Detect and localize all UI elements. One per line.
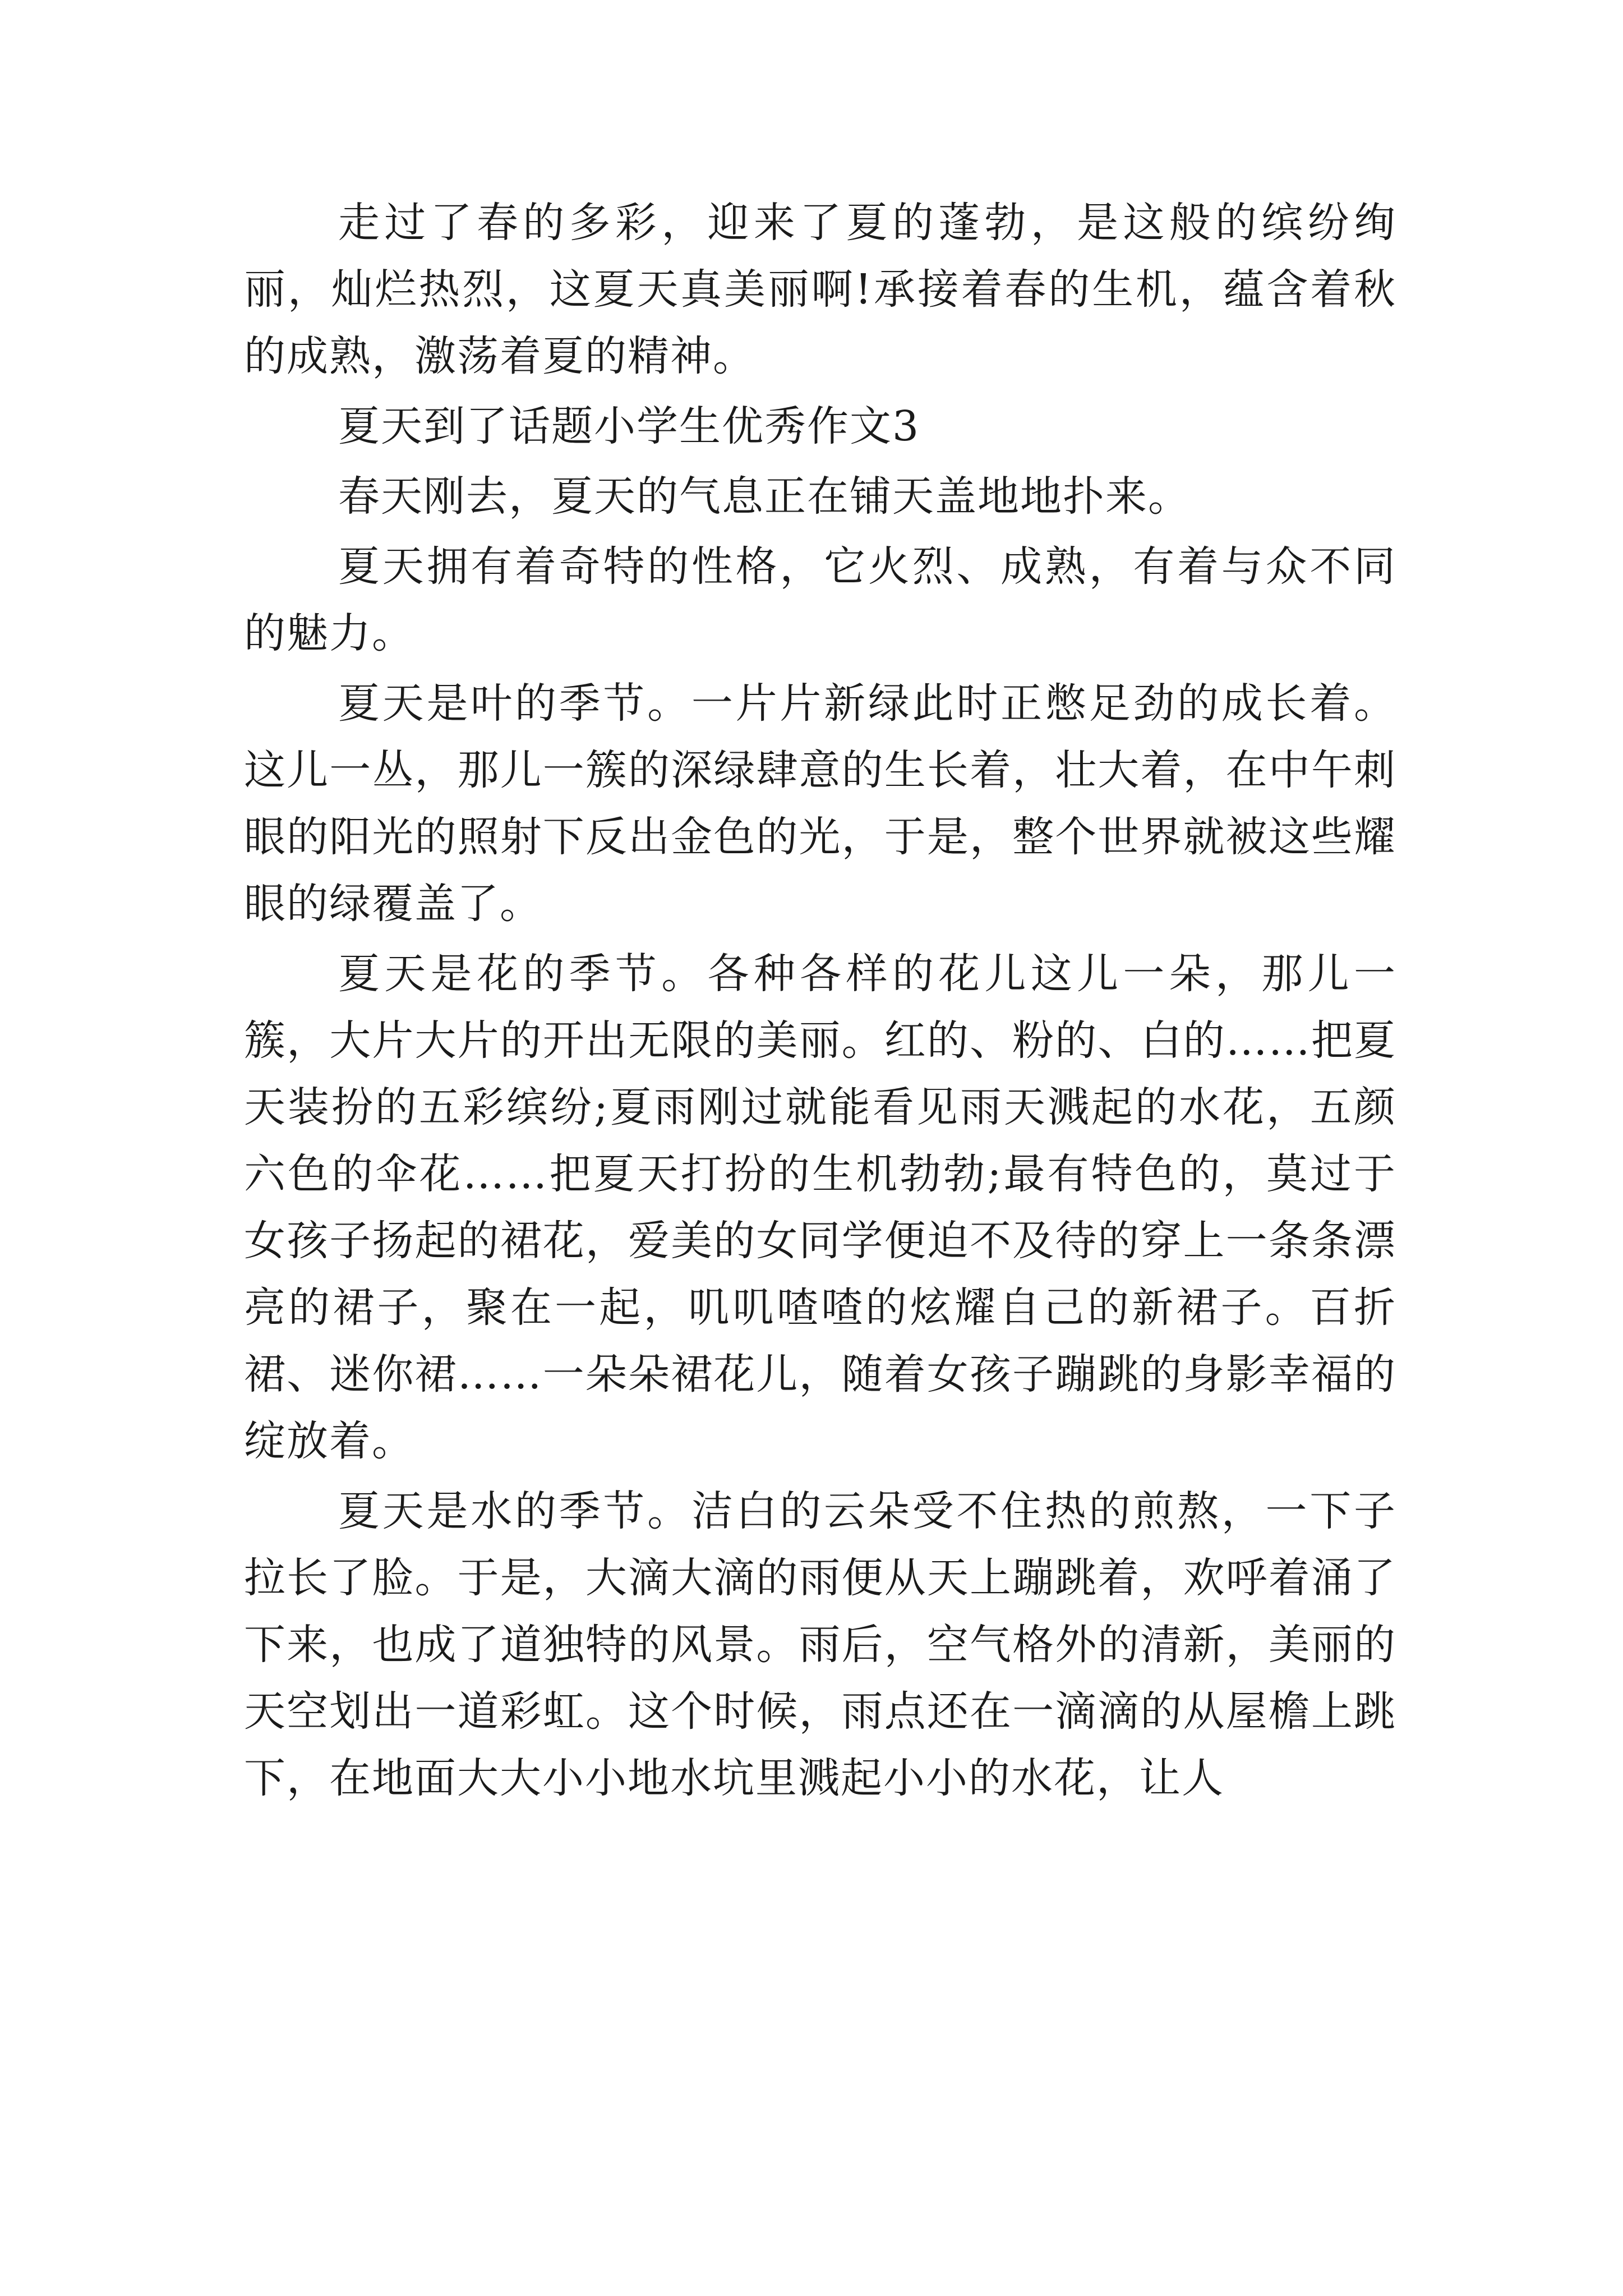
essay-body (244, 190, 1396, 1815)
paragraph-6: 夏天是水的季节。洁白的云朵受不住热的煎熬，一下子拉长了脸。于是，大滴大滴的雨便从天上蹦跳着，欢呼着涌了下来，也成了道独特的风景。雨后，空气格外的清新，美丽的天空划出一道彩虹。这个时候，雨点还在一滴滴的从屋檐上跳下，在地面大大小小地水坑里溅起小小的水花，让人 (244, 1487, 1396, 1802)
essay-heading-3: 夏天到了话题小学生优秀作文3 (338, 402, 920, 450)
paragraph-4: 夏天是叶的季节。一片片新绿此时正憋足劲的成长着。这儿一丛，那儿一簇的深绿肆意的生长着，壮大着，在中午刺眼的阳光的照射下反出金色的光，于是，整个世界就被这些耀眼的绿覆盖了。 (244, 679, 1396, 928)
paragraph-2: 春天刚去，夏天的气息正在铺天盖地地扑来。 (338, 472, 1191, 521)
paragraph-1: 走过了春的多彩，迎来了夏的蓬勃，是这般的缤纷绚丽，灿烂热烈，这夏天真美丽啊!承接着春的生机，蕴含着秋的成熟，激荡着夏的精神。 (244, 199, 1396, 380)
paragraph-5: 夏天是花的季节。各种各样的花儿这儿一朵，那儿一簇，大片大片的开出无限的美丽。红的、粉的、白的……把夏天装扮的五彩缤纷;夏雨刚过就能看见雨天溅起的水花，五颜六色的伞花……把夏天打扮的生机勃勃;最有特色的，莫过于女孩子扬起的裙花，爱美的女同学便迫不及待的穿上一条条漂亮的裙子，聚在一起，叽叽喳喳的炫耀自己的新裙子。百折裙、迷你裙……一朵朵裙花儿，随着女孩子蹦跳的身影幸福的绽放着。 (244, 950, 1396, 1465)
paragraph-3: 夏天拥有着奇特的性格，它火烈、成熟，有着与众不同的魅力。 (244, 542, 1396, 657)
